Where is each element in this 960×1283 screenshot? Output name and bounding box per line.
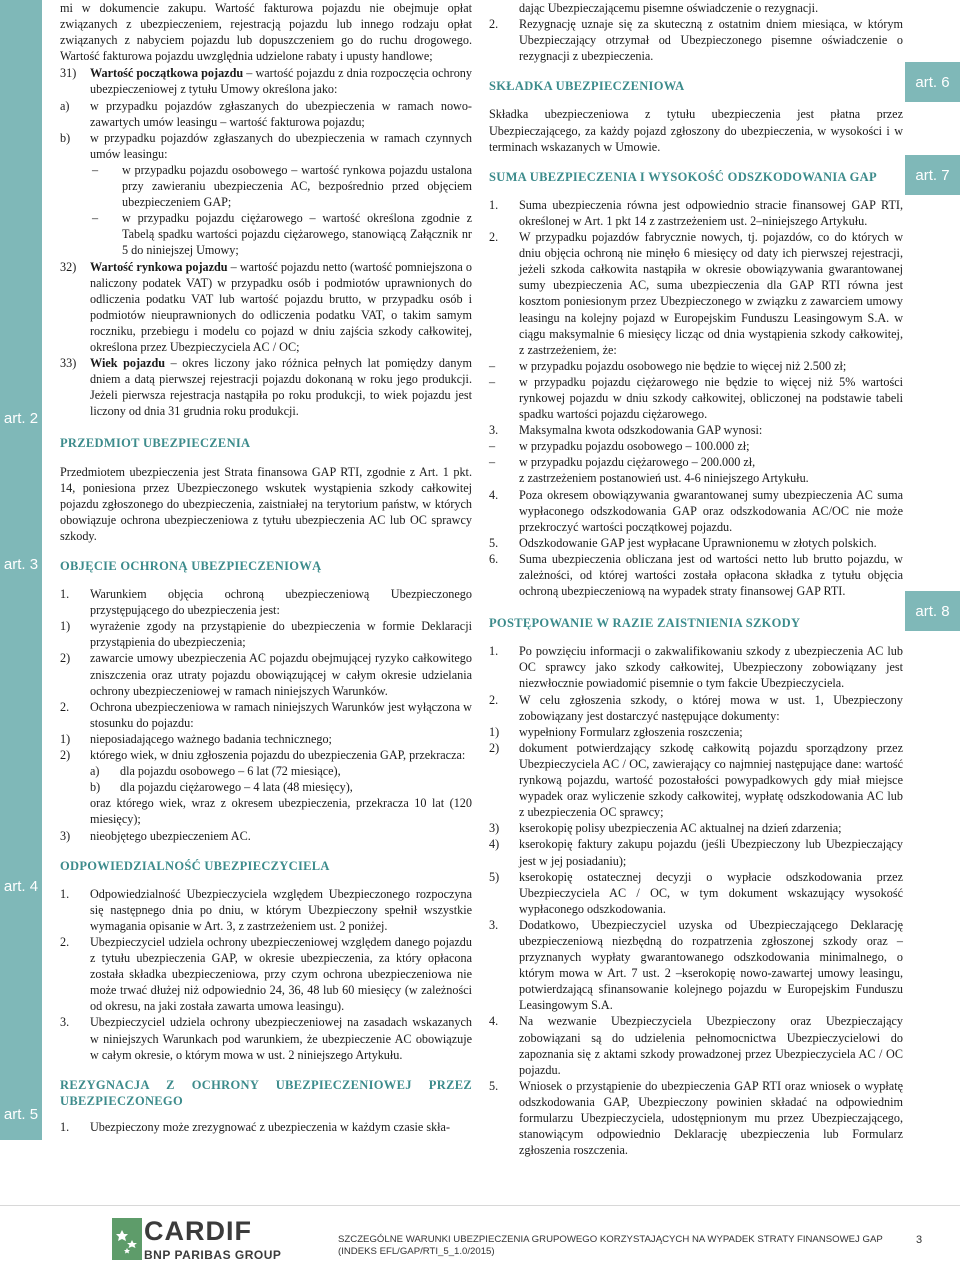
art3-item-2-2: 2) którego wiek, w dniu zgłoszenia pojazdu do ubezpieczenia GAP, przekracza: <box>60 748 466 763</box>
art7-item-3: 3. Maksymalna kwota odszkodowania GAP wynosi: <box>489 423 763 438</box>
art4-item-1: 1. Odpowiedzialność Ubezpieczyciela względem Ubezpieczonego rozpoczyna się następnego dnia po dniu, w którym Ubezpieczony spełnił wszystkie wymagania opisanie w Art. 3, z zastrzeżeniem ust. 2 poniżej. <box>60 886 472 933</box>
art3-item-2-2-a: a) dla pojazdu osobowego – 6 lat (72 miesiące), <box>90 764 341 779</box>
cardif-logo <box>112 1218 297 1262</box>
art7-item-2-dash-2: – w przypadku pojazdu ciężarowego nie będzie to więcej niż 5% wartości rynkowej pojazdu w dniu szkody całkowitej, obliczonej na podstawie tabeli spadku wartości pojazdu ciężarowego. <box>489 374 903 422</box>
art3-item-2-3: 3) nieobjętego ubezpieczeniem AC. <box>60 828 251 843</box>
right-column <box>489 0 903 1158</box>
art5-continuation: dając Ubezpieczającemu pisemne oświadczenie o rezygnacji. <box>519 1 819 15</box>
tag-art-6: art. 6 <box>905 62 960 102</box>
logo-wordmark: CARDIF <box>144 1216 252 1246</box>
art7-item-4: 4. Poza okresem obowiązywania gwarantowanej sumy ubezpieczenia AC suma wypłaconego odszkodowania GAP oraz odszkodowania AC/OC nie może przekroczyć wartości początkowej pojazdu. <box>489 487 903 534</box>
art8-item-4: 4. Na wezwanie Ubezpieczyciela Ubezpieczony oraz Ubezpieczający zobowiązani są do udzielenia pełnomocnictwa Ubezpieczycielowi do zapoznania się z aktami szkody prowadzonej przez Ubezpieczyciela AC / OC pojazdu. <box>489 1014 903 1077</box>
art8-item-2: 2. W celu zgłoszenia szkody, o której mowa w ust. 1, Ubezpieczony zobowiązany jest dostarczyć następujące dokumenty: <box>489 692 903 723</box>
art3-item-2-2-tail: oraz którego wiek, wraz z okresem ubezpieczenia, przekracza 10 lat (120 miesięcy); <box>90 796 472 827</box>
art3-item-1-2: 2) zawarcie umowy ubezpieczenia AC pojazdu obejmującej ryzyko całkowitego zniszczenia oraz utraty pojazdu obowiązującej w całym okresie udzielania ochrony ubezpieczeniowej w ramach niniejszych Warunków. <box>60 651 472 698</box>
logo-subtitle: BNP PARIBAS GROUP <box>144 1248 282 1262</box>
heading-art-3: OBJĘCIE OCHRONĄ UBEZPIECZENIOWĄ <box>60 559 322 573</box>
art7-item-2-dash-1: – w przypadku pojazdu osobowego nie będzie to więcej niż 2.500 zł; <box>489 358 847 373</box>
art3-item-2-1: 1) nieposiadającego ważnego badania technicznego; <box>60 731 332 746</box>
art7-item-1: 1. Suma ubezpieczenia równa jest odpowiednio stracie finansowej GAP RTI, określonej w Art. 1 pkt 14 z zastrzeżeniem ust. 2–niniejszego Artykułu. <box>489 197 903 228</box>
heading-art-6: SKŁADKA UBEZPIECZENIOWA <box>489 79 685 94</box>
left-column <box>60 0 472 1135</box>
art5-item-1: 1. Ubezpieczony może zrezygnować z ubezpieczenia w każdym czasie skła- <box>60 1119 451 1134</box>
tag-art-8: art. 8 <box>905 591 960 631</box>
heading-art-8: POSTĘPOWANIE W RAZIE ZAISTNIENIA SZKODY <box>489 616 801 631</box>
art7-item-3-dash-1: – w przypadku pojazdu osobowego – 100.000 zł; <box>489 439 750 454</box>
art8-item-2-3: 3) kserokopię polisy ubezpieczenia AC aktualnej na dzień zdarzenia; <box>489 821 842 836</box>
definition-31-b-dash-1: – w przypadku pojazdu osobowego – wartość rynkowa pojazdu ustalona przy zawieraniu ubezpieczenia AC, bezpośrednio przed objęciem ubezpieczeniem GAP; <box>92 162 472 210</box>
art3-item-1: 1. Warunkiem objęcia ochroną ubezpieczeniową Ubezpieczonego przystępującego do ubezpieczenia jest: <box>60 587 472 618</box>
art8-item-1: 1. Po powzięciu informacji o zakwalifikowaniu szkody z ubezpieczenia AC lub OC sprawcy jako szkody całkowitej, Ubezpieczony zobowiązany jest niezwłocznie powiadomić pisemnie o tym fakcie Ubezpieczyciela. <box>489 644 903 691</box>
tag-art-4: art. 4 <box>3 878 39 895</box>
definition-term: Wartość rynkowa pojazdu <box>90 259 228 274</box>
definition-31-a: a) w przypadku pojazdów zgłaszanych do ubezpieczenia w ramach nowo-zawartych umów leasingu – wartość fakturowa pojazdu; <box>60 98 472 129</box>
definition-31: 31) Wartość początkowa pojazdu – wartość pojazdu z dnia rozpoczęcia ochrony ubezpieczeniowej z tytułu Umowy określona jako: <box>60 66 472 97</box>
art3-item-1-1: 1) wyrażenie zgody na przystąpienie do ubezpieczenia w formie Deklaracji przystąpienia do ubezpieczenia; <box>60 619 472 650</box>
intro-paragraph: mi w dokumencie zakupu. Wartość fakturowa pojazdu nie obejmuje opłat związanych z ubezpieczeniem, rejestracją pojazdu lub innego rodzaju opłat związanych z nabyciem pojazdu lub dopuszczeniem go do ruchu drogowego. Wartość fakturowa pojazdu uwzględnia udzielone rabaty i upusty handlowe; <box>60 1 472 64</box>
bnp-stars-icon <box>112 1218 142 1260</box>
tag-art-3: art. 3 <box>3 556 39 573</box>
art4-item-3: 3. Ubezpieczyciel udziela ochrony ubezpieczeniowej na zasadach wskazanych w niniejszych Warunkach pod warunkiem, że ubezpieczenie AC obowiązuje w całym okresie, o którym mowa w ust. 2 niniejszego Artykułu. <box>60 1015 472 1062</box>
heading-art-5: REZYGNACJA Z OCHRONY UBEZPIECZENIOWEJ PRZEZ UBEZPIECZONEGO <box>60 1077 472 1108</box>
art6-paragraph: Składka ubezpieczeniowa z tytułu ubezpieczenia jest płatna przez Ubezpieczającego, za każdy pojazd zgłoszony do ubezpieczenia, w wysokości i w terminach wskazanych w Umowie. <box>489 107 903 154</box>
art5-item-2: 2. Rezygnację uznaje się za skuteczną z ostatnim dniem miesiąca, w którym Ubezpieczający otrzymał od Ubezpieczonego pisemne oświadczenie o rezygnacji z ubezpieczenia. <box>489 17 903 64</box>
art8-item-2-4: 4) kserokopię faktury zakupu pojazdu (jeśli Ubezpieczony lub Ubezpieczający jest w jej posiadaniu); <box>489 837 903 868</box>
tag-art-2: art. 2 <box>3 410 39 427</box>
art7-item-3-dash-2: – w przypadku pojazdu ciężarowego – 200.000 zł, <box>489 455 756 470</box>
art8-item-2-1: 1) wypełniony Formularz zgłoszenia roszczenia; <box>489 724 743 739</box>
tag-art-5: art. 5 <box>3 1106 39 1123</box>
definition-term: Wiek pojazdu <box>90 356 166 371</box>
footer-document-title: SZCZEGÓLNE WARUNKI UBEZPIECZENIA GRUPOWEGO KORZYSTAJĄCYCH NA WYPADEK STRATY FINANSOWEJ GAP (INDEKS EFL/GAP/RTI_5_1.0/2015) <box>338 1234 883 1257</box>
art8-item-2-2: 2) dokument potwierdzający szkodę całkowitą pojazdu sporządzony przez Ubezpieczyciela AC / OC, zawierający co najmniej następujące dane: wartość rynkową pojazdu, wartość pozostałości powypadkowych gdy miał miejsce wypadek oraz wyliczenie szkody całkowitej, wypłatę odszkodowania AC lub z ubezpieczenia OC sprawcy; <box>489 740 903 820</box>
art3-item-2: 2. Ochrona ubezpieczeniowa w ramach niniejszych Warunków jest wyłączona w stosunku do pojazdu: <box>60 699 472 730</box>
heading-art-2: PRZEDMIOT UBEZPIECZENIA <box>60 436 251 451</box>
definition-31-b: b) w przypadku pojazdów zgłaszanych do ubezpieczenia w ramach czynnych umów leasingu: <box>60 130 472 161</box>
definition-term: Wartość początkowa pojazdu <box>90 66 244 81</box>
art2-paragraph: Przedmiotem ubezpieczenia jest Strata finansowa GAP RTI, zgodnie z Art. 1 pkt. 14, poniesiona przez Ubezpieczonego wskutek wystąpienia szkody całkowitej pojazdu zgłoszonego do ubezpieczenia, zaistniałej na terytorium państw, w których obowiązuje ochrona ubezpieczeniowa z tytułu ubezpieczenia AC lub OC sprawcy szkody. <box>60 464 472 543</box>
tag-art-7: art. 7 <box>905 155 960 195</box>
definition-31-b-dash-2: – w przypadku pojazdu ciężarowego – wartość określona zgodnie z Tabelą spadku wartości pojazdu ciężarowego, stanowiącą Załącznik nr 5 do niniejszej Umowy; <box>92 211 472 258</box>
art8-item-3: 3. Dodatkowo, Ubezpieczyciel uzyska od Ubezpieczającego Deklarację ubezpieczeniową niezbędną do rozpatrzenia zgłoszonej szkody oraz – przyznanych wypłaty gwarantowanego odszkodowania minimalnego, o którym mowa w Art. 7 ust. 2 –kserokopię nowo-zawartej umowy leasingu, potwierdzającą sfinansowanie kolejnego pojazdu w Europejskim Funduszu Leasingowym S.A. <box>489 917 903 1013</box>
definition-33: 33) Wiek pojazdu – okres liczony jako różnica pełnych lat pomiędzy danym dniem a datą pierwszej rejestracji pojazdu dokonaną w roku jego produkcji. Jeżeli pierwsza rejestracja nastąpiła po roku produkcji, to wiek pojazdu jest liczony od dnia 31 grudnia roku produkcji. <box>60 356 473 419</box>
art3-item-2-2-b: b) dla pojazdu ciężarowego – 4 lata (48 miesięcy), <box>90 780 353 795</box>
art7-item-5: 5. Odszkodowanie GAP jest wypłacane Uprawnionemu w złotych polskich. <box>489 535 877 550</box>
page-number: 3 <box>916 1234 923 1246</box>
art7-item-6: 6. Suma ubezpieczenia obliczana jest od wartości netto lub brutto pojazdu, w zależności, od której wartości została opłacona składka z tytułu objęcia ochroną ubezpieczeniową na wypadek straty finansowej GAP RTI. <box>489 551 903 599</box>
art8-item-2-5: 5) kserokopię ostatecznej decyzji o wypłacie odszkodowania przez Ubezpieczyciela AC / OC, w tym dokument wskazujący wysokość wypłaconego odszkodowania. <box>489 869 903 916</box>
heading-art-4: ODPOWIEDZIALNOŚĆ UBEZPIECZYCIELA <box>60 858 330 873</box>
art7-item-2: 2. W przypadku pojazdów fabrycznie nowych, tj. pojazdów, co do których w dniu objęcia ochroną nie minęło 6 miesięcy od daty ich pierwszej rejestracji, jeżeli szkoda całkowita nastąpiła w okresie obowiązywania gwarantowanej sumy ubezpieczenia AC, suma ubezpieczenia dla GAP RTI równa jest kosztom poniesionym przez Ubezpieczonego w związku z zawarciem umowy leasingu na kolejny pojazd w Europejskim Funduszu Leasingowym S.A. w ciągu maksymalnie 6 miesięcy licząc od dnia wystąpienia szkody całkowitej, z zastrzeżeniem, że: <box>489 230 903 357</box>
definition-32: 32) Wartość rynkowa pojazdu – wartość pojazdu netto (wartość pomniejszona o naliczony podatek VAT) w przypadku osób i podmiotów uprawnionych do odliczenia podatku VAT lub wartość pojazdu brutto, w przypadku osób i podmiotów nieuprawnionych do odliczenia podatku VAT, o takim samym roczniku, przebiegu i modelu co pojazd w dniu zajścia szkody całkowitej, określona przez Ubezpieczyciela AC / OC; <box>60 259 472 354</box>
heading-art-7: SUMA UBEZPIECZENIA I WYSOKOŚĆ ODSZKODOWANIA GAP <box>489 169 877 184</box>
art7-item-3-tail: z zastrzeżeniem postanowień ust. 4-6 niniejszego Artykułu. <box>519 471 809 486</box>
art4-item-2: 2. Ubezpieczyciel udziela ochrony ubezpieczeniowej względem danego pojazdu z tytułu ubezpieczenia GAP, w okresie ubezpieczenia, za który opłacona została składka ubezpieczeniowa, przy czym ochrona ubezpieczeniowa nie może trwać dłużej niż odpowiednio 24, 36, 48 lub 60 miesięcy (w zależności od okresu, na jaki została zawarta umowa leasingu). <box>60 934 472 1014</box>
art8-item-5: 5. Wniosek o przystąpienie do ubezpieczenia GAP RTI oraz wniosek o wypłatę odszkodowania GAP, Ubezpieczony powinien składać na odpowiednim formularzu Ubezpieczyciela, udostępnionym mu przez Ubezpieczającego, stanowiącym odpowiednio Deklarację ubezpieczenia lub Formularz zgłoszenia roszczenia. <box>489 1078 903 1158</box>
